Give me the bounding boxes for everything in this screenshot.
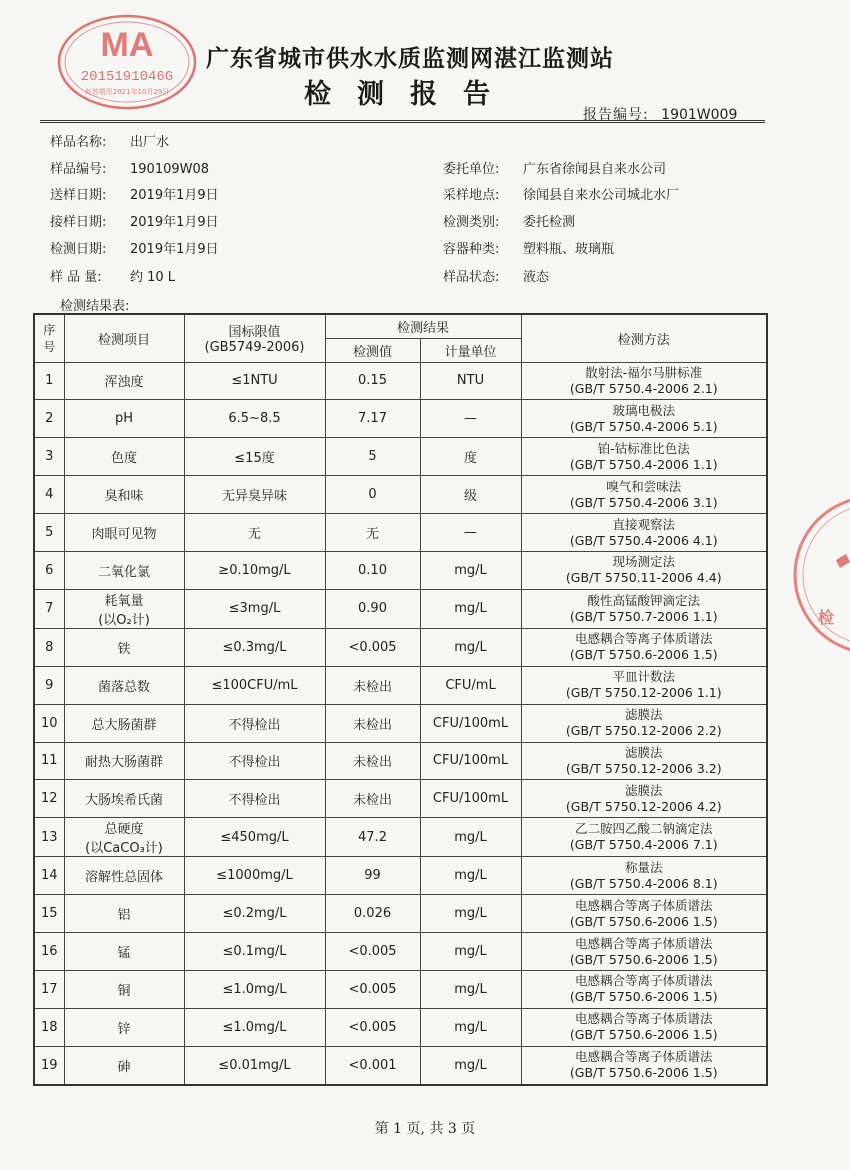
- results-table-body: [34, 362, 767, 1085]
- cell-value: 0.10: [325, 551, 420, 589]
- cell-value: 0.026: [325, 895, 420, 933]
- table-row: [34, 704, 767, 742]
- table-row: [34, 1046, 767, 1084]
- cell-value: 无: [325, 514, 420, 552]
- stamp-note: 有效期至2021年10月29日: [84, 88, 170, 96]
- cell-value: <0.005: [325, 1008, 420, 1046]
- cell-method: 滤膜法 (GB/T 5750.12-2006 4.2): [521, 780, 767, 818]
- cell-value: 未检出: [325, 780, 420, 818]
- cell-item: 铜: [64, 970, 184, 1008]
- cell-item: 铁: [64, 628, 184, 666]
- cell-unit: CFU/100mL: [420, 780, 521, 818]
- cell-item: 总大肠菌群: [64, 704, 184, 742]
- table-row: [34, 933, 767, 971]
- header-limit: 国标限值 (GB5749-2006): [184, 314, 325, 362]
- table-row: [34, 970, 767, 1008]
- cell-method: 散射法-福尔马肼标准 (GB/T 5750.4-2006 2.1): [521, 362, 767, 400]
- cell-no: 14: [34, 857, 64, 895]
- table-row: [34, 551, 767, 589]
- cell-value: 未检出: [325, 704, 420, 742]
- cell-no: 18: [34, 1008, 64, 1046]
- cell-item: 耗氧量 (以O₂计): [64, 589, 184, 628]
- cell-method: 电感耦合等离子体质谱法 (GB/T 5750.6-2006 1.5): [521, 970, 767, 1008]
- info-sample-state: 样品状态: 液态: [443, 270, 550, 285]
- cell-method: 平皿计数法 (GB/T 5750.12-2006 1.1): [521, 666, 767, 704]
- cell-no: 8: [34, 628, 64, 666]
- cell-unit: 度: [420, 438, 521, 476]
- cell-value: 0.90: [325, 589, 420, 628]
- table-row: [34, 666, 767, 704]
- table-row: [34, 476, 767, 514]
- info-sample-name: 样品名称: 出厂水: [50, 135, 170, 150]
- cell-no: 7: [34, 589, 64, 628]
- stamp-code: 2015191046G: [80, 69, 174, 85]
- cell-item: 二氧化氯: [64, 551, 184, 589]
- cell-value: 99: [325, 857, 420, 895]
- cell-method: 电感耦合等离子体质谱法 (GB/T 5750.6-2006 1.5): [521, 933, 767, 971]
- cell-limit: 无异臭异味: [184, 476, 325, 514]
- cell-unit: CFU/100mL: [420, 704, 521, 742]
- cell-method: 电感耦合等离子体质谱法 (GB/T 5750.6-2006 1.5): [521, 1008, 767, 1046]
- cell-method: 玻璃电极法 (GB/T 5750.4-2006 5.1): [521, 400, 767, 438]
- cell-value: 0.15: [325, 362, 420, 400]
- cell-value: 5: [325, 438, 420, 476]
- page-footer: 第 1 页, 共 3 页: [374, 1121, 476, 1137]
- cell-unit: mg/L: [420, 933, 521, 971]
- info-client: 委托单位: 广东省徐闻县自来水公司: [443, 162, 667, 177]
- cell-no: 17: [34, 970, 64, 1008]
- cell-limit: ≤0.1mg/L: [184, 933, 325, 971]
- cell-limit: 不得检出: [184, 704, 325, 742]
- table-row: [34, 742, 767, 780]
- cell-item: 色度: [64, 438, 184, 476]
- info-test-date: 检测日期: 2019年1月9日: [50, 242, 219, 257]
- cell-unit: NTU: [420, 362, 521, 400]
- cell-unit: mg/L: [420, 857, 521, 895]
- cell-method: 嗅气和尝味法 (GB/T 5750.4-2006 3.1): [521, 476, 767, 514]
- table-row: [34, 857, 767, 895]
- cell-no: 16: [34, 933, 64, 971]
- report-number-value: 1901W009: [661, 107, 738, 123]
- cell-value: <0.005: [325, 970, 420, 1008]
- cell-limit: 不得检出: [184, 742, 325, 780]
- cell-unit: mg/L: [420, 1046, 521, 1084]
- cell-limit: ≤1000mg/L: [184, 857, 325, 895]
- cell-limit: ≤100CFU/mL: [184, 666, 325, 704]
- cell-item: 耐热大肠菌群: [64, 742, 184, 780]
- cell-item: pH: [64, 400, 184, 438]
- header-method: 检测方法: [521, 314, 767, 362]
- cell-unit: mg/L: [420, 628, 521, 666]
- header-divider: [40, 120, 765, 121]
- cell-method: 酸性高锰酸钾滴定法 (GB/T 5750.7-2006 1.1): [521, 589, 767, 628]
- cell-unit: mg/L: [420, 589, 521, 628]
- cell-item: 大肠埃希氏菌: [64, 780, 184, 818]
- cell-unit: —: [420, 514, 521, 552]
- cell-method: 现场测定法 (GB/T 5750.11-2006 4.4): [521, 551, 767, 589]
- cell-limit: 无: [184, 514, 325, 552]
- table-row: [34, 438, 767, 476]
- cell-unit: mg/L: [420, 1008, 521, 1046]
- cell-method: 电感耦合等离子体质谱法 (GB/T 5750.6-2006 1.5): [521, 895, 767, 933]
- cell-unit: mg/L: [420, 970, 521, 1008]
- cell-limit: ≤15度: [184, 438, 325, 476]
- cell-item: 肉眼可见物: [64, 514, 184, 552]
- cell-limit: ≤0.3mg/L: [184, 628, 325, 666]
- info-sampling-site: 采样地点: 徐闻县自来水公司城北水厂: [443, 188, 680, 203]
- header-item: 检测项目: [64, 314, 184, 362]
- page-title: 广东省城市供水水质监测网湛江监测站: [206, 46, 614, 72]
- cell-no: 15: [34, 895, 64, 933]
- cell-unit: mg/L: [420, 818, 521, 857]
- table-row: [34, 362, 767, 400]
- cell-item: 锌: [64, 1008, 184, 1046]
- cell-item: 菌落总数: [64, 666, 184, 704]
- cell-no: 5: [34, 514, 64, 552]
- cell-no: 10: [34, 704, 64, 742]
- cell-value: <0.005: [325, 933, 420, 971]
- cell-no: 4: [34, 476, 64, 514]
- cell-limit: ≤1NTU: [184, 362, 325, 400]
- stamp-mark: MA: [100, 26, 154, 64]
- cell-limit: 不得检出: [184, 780, 325, 818]
- cell-value: 0: [325, 476, 420, 514]
- report-subtitle: 检测报告: [304, 79, 516, 110]
- info-send-date: 送样日期: 2019年1月9日: [50, 188, 219, 203]
- table-row: [34, 895, 767, 933]
- cell-limit: ≤450mg/L: [184, 818, 325, 857]
- cell-method: 滤膜法 (GB/T 5750.12-2006 3.2): [521, 742, 767, 780]
- table-row: [34, 818, 767, 857]
- cell-item: 锰: [64, 933, 184, 971]
- table-row: [34, 514, 767, 552]
- info-container: 容器种类: 塑料瓶、玻璃瓶: [443, 242, 615, 257]
- cell-unit: mg/L: [420, 551, 521, 589]
- cell-value: <0.005: [325, 628, 420, 666]
- cell-value: <0.001: [325, 1046, 420, 1084]
- cell-limit: ≤0.2mg/L: [184, 895, 325, 933]
- cell-unit: CFU/mL: [420, 666, 521, 704]
- cell-no: 19: [34, 1046, 64, 1084]
- cell-method: 直接观察法 (GB/T 5750.4-2006 4.1): [521, 514, 767, 552]
- cell-no: 2: [34, 400, 64, 438]
- cell-value: 7.17: [325, 400, 420, 438]
- cell-item: 臭和味: [64, 476, 184, 514]
- header-value: 检测值: [325, 338, 420, 362]
- header-seq: 序号: [34, 314, 64, 362]
- info-test-type: 检测类别: 委托检测: [443, 215, 576, 230]
- report-number-label: 报告编号:: [583, 107, 649, 123]
- organization-seal: [778, 495, 850, 655]
- cell-item: 砷: [64, 1046, 184, 1084]
- cell-no: 11: [34, 742, 64, 780]
- cell-no: 9: [34, 666, 64, 704]
- cell-unit: —: [420, 400, 521, 438]
- cell-no: 6: [34, 551, 64, 589]
- header-result-group: 检测结果: [325, 314, 521, 338]
- cell-item: 浑浊度: [64, 362, 184, 400]
- cell-item: 溶解性总固体: [64, 857, 184, 895]
- cell-unit: mg/L: [420, 895, 521, 933]
- cell-no: 13: [34, 818, 64, 857]
- cell-item: 总硬度 (以CaCO₃计): [64, 818, 184, 857]
- cell-item: 铝: [64, 895, 184, 933]
- header-divider-thin: [40, 122, 765, 123]
- cell-no: 1: [34, 362, 64, 400]
- cell-value: 未检出: [325, 666, 420, 704]
- cell-unit: 级: [420, 476, 521, 514]
- table-row: [34, 780, 767, 818]
- report-number: [583, 104, 737, 124]
- cell-limit: 6.5~8.5: [184, 400, 325, 438]
- results-table-title: 检测结果表:: [60, 299, 130, 314]
- table-row: [34, 589, 767, 628]
- header-unit: 计量单位: [420, 338, 521, 362]
- table-row: [34, 1008, 767, 1046]
- cell-unit: CFU/100mL: [420, 742, 521, 780]
- cell-no: 12: [34, 780, 64, 818]
- cell-method: 电感耦合等离子体质谱法 (GB/T 5750.6-2006 1.5): [521, 1046, 767, 1084]
- cell-no: 3: [34, 438, 64, 476]
- cell-limit: ≤1.0mg/L: [184, 970, 325, 1008]
- cell-method: 滤膜法 (GB/T 5750.12-2006 2.2): [521, 704, 767, 742]
- cell-value: 47.2: [325, 818, 420, 857]
- cell-value: 未检出: [325, 742, 420, 780]
- cell-limit: ≤3mg/L: [184, 589, 325, 628]
- info-sample-id: 样品编号: 190109W08: [50, 162, 210, 177]
- cell-limit: ≤1.0mg/L: [184, 1008, 325, 1046]
- table-row: [34, 400, 767, 438]
- results-table: [33, 313, 768, 1086]
- info-receive-date: 接样日期: 2019年1月9日: [50, 215, 219, 230]
- cell-method: 铂-钴标准比色法 (GB/T 5750.4-2006 1.1): [521, 438, 767, 476]
- cell-method: 称量法 (GB/T 5750.4-2006 8.1): [521, 857, 767, 895]
- info-sample-amount: 样 品 量: 约 10 L: [50, 270, 176, 285]
- cell-method: 乙二胺四乙酸二钠滴定法 (GB/T 5750.4-2006 7.1): [521, 818, 767, 857]
- cell-limit: ≤0.01mg/L: [184, 1046, 325, 1084]
- cell-limit: ≥0.10mg/L: [184, 551, 325, 589]
- seal-char: 检: [818, 608, 835, 627]
- table-row: [34, 628, 767, 666]
- cell-method: 电感耦合等离子体质谱法 (GB/T 5750.6-2006 1.5): [521, 628, 767, 666]
- ma-certification-stamp: [55, 12, 200, 112]
